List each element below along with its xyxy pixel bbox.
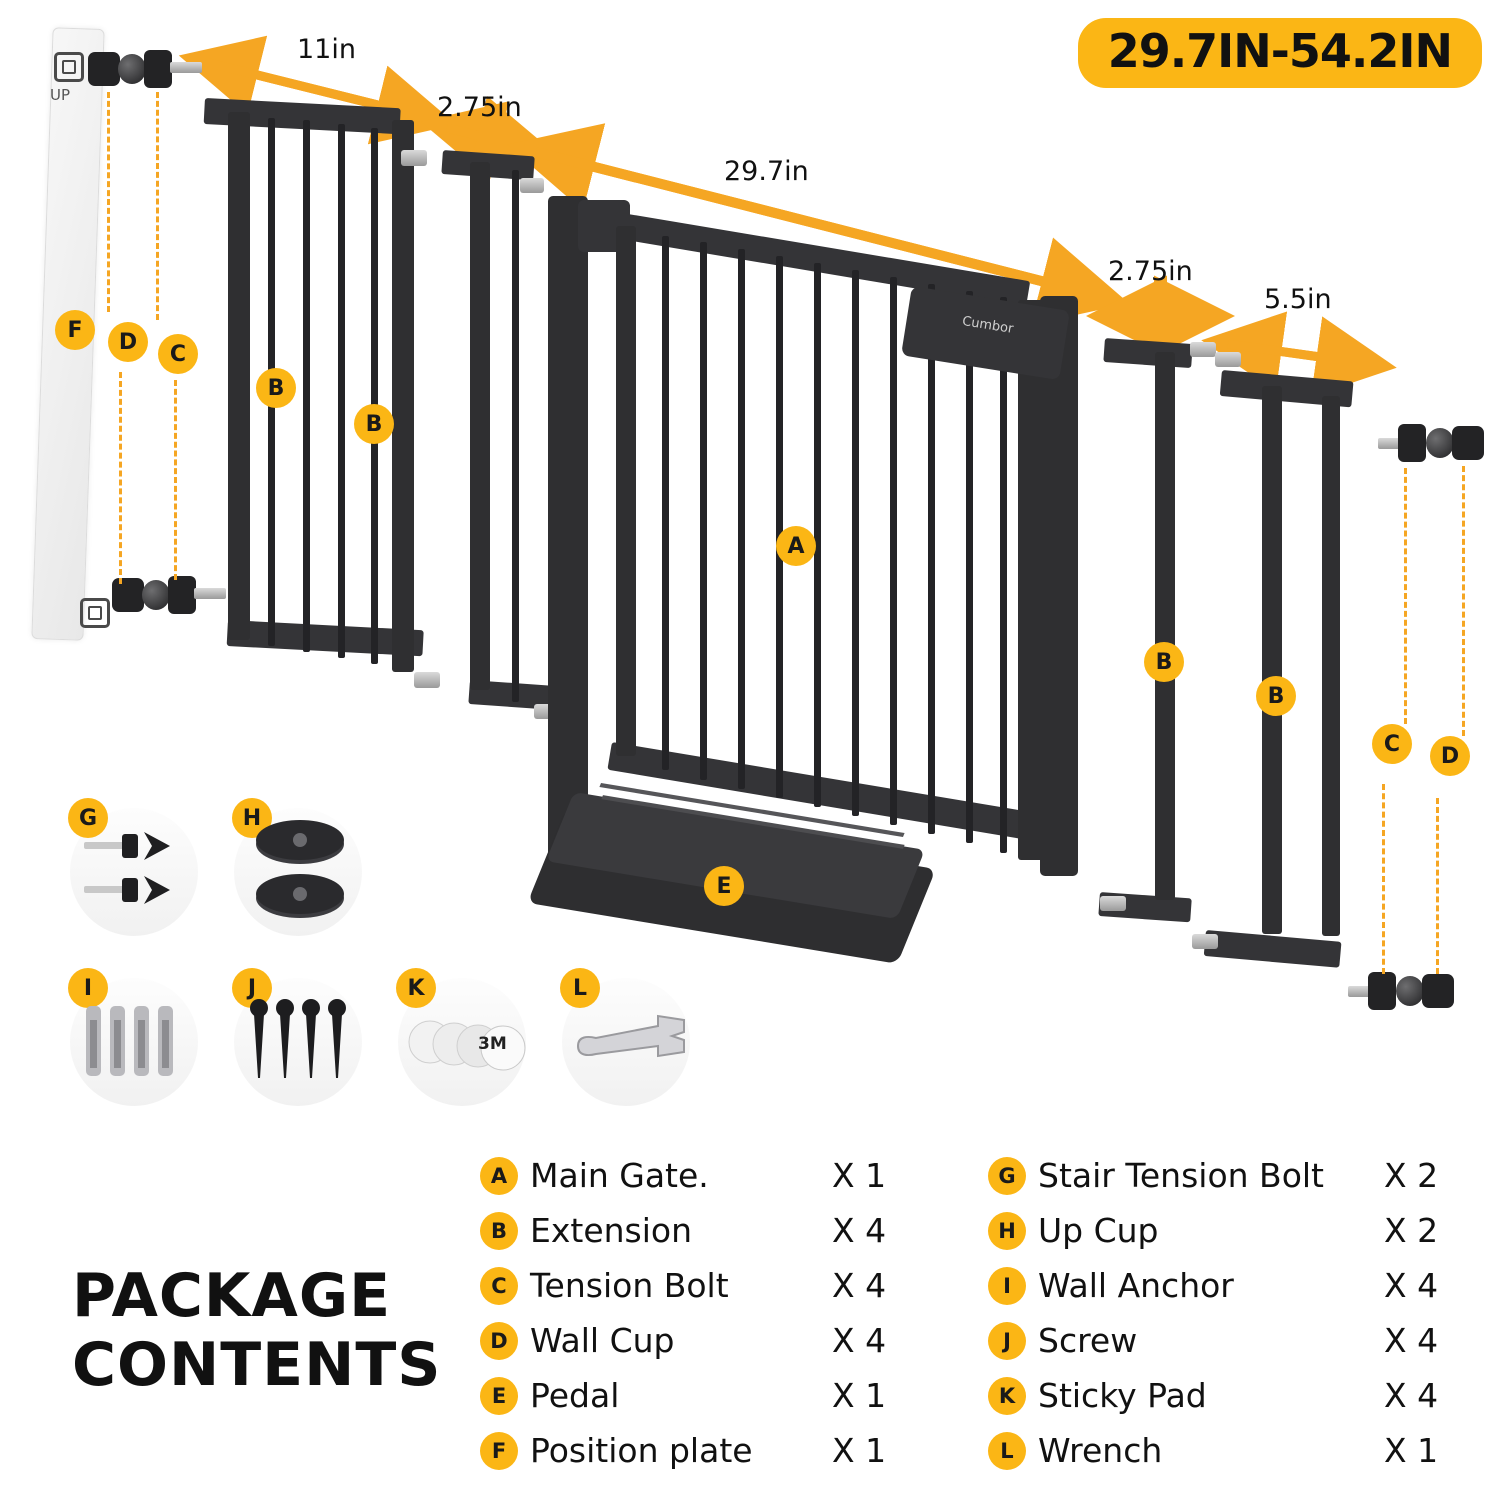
dimension-label-297in: 29.7in [724,156,809,187]
extension-wide-right-pin-top [1215,352,1241,367]
tension-bolt-knob-bottom-right [1368,972,1396,1010]
legend-letter-j: J [988,1322,1026,1360]
extension-narrow-right-post [1155,352,1175,900]
up-cup-icon [248,818,358,930]
legend-qty-b: X 4 [832,1211,887,1250]
extension-narrow-right-pin-bottom [1100,896,1126,911]
tension-bolt-knob-top-left [144,50,172,88]
extension-left-pin-top [401,150,427,166]
sticky-pad-brand: 3M [478,1034,507,1054]
legend-qty-a: X 1 [832,1156,887,1195]
leader-d-left-top [107,92,110,312]
legend-name-a: Main Gate. [530,1156,709,1195]
callout-d-right: D [1430,736,1470,776]
tension-bolt-knob-top-right [1398,424,1426,462]
callout-b-1: B [256,368,296,408]
leader-c-right-bottom [1382,784,1385,974]
legend-letter-h: H [988,1212,1026,1250]
tension-bolt-shaft-top-left [170,62,202,73]
brand-label: Cumbor [961,314,1015,337]
legend-name-i: Wall Anchor [1038,1266,1234,1305]
tension-washer-top-left [118,54,146,84]
legend-name-e: Pedal [530,1376,620,1415]
callout-e: E [704,866,744,906]
legend-column-right [988,1148,1488,1478]
legend-row-c [480,1258,910,1313]
legend-qty-h: X 2 [1384,1211,1439,1250]
bubble-letter-l: L [560,968,600,1008]
plate-icon-top [54,52,84,82]
legend-row-l [988,1423,1488,1478]
extension-narrow-left-slat [512,170,519,702]
main-gate-stile-left [616,226,636,756]
callout-b-4: B [1256,676,1296,716]
extension-left-slat-3 [338,124,345,658]
legend-row-e [480,1368,910,1423]
pedal [566,790,956,918]
callout-c-right: C [1372,724,1412,764]
extension-left-slat-4 [371,128,378,664]
tension-bolt-knob-bottom-left [168,576,196,614]
package-title-line1: PACKAGE [72,1261,392,1331]
legend-letter-i: I [988,1267,1026,1305]
leader-c-left-top [156,92,159,320]
legend-row-b [480,1203,910,1258]
gate-slat-7 [890,277,897,825]
leader-d-left-bottom [119,372,122,584]
legend-letter-b: B [480,1212,518,1250]
gate-slat-4 [776,256,783,798]
legend-qty-g: X 2 [1384,1156,1439,1195]
legend-letter-c: C [480,1267,518,1305]
legend-name-h: Up Cup [1038,1211,1159,1250]
legend-qty-k: X 4 [1384,1376,1439,1415]
wall-cup-bottom-left [112,578,144,612]
gate-slat-8 [928,284,935,834]
extension-left-post-left [228,112,250,640]
callout-a: A [776,526,816,566]
wall-cup-top-right [1452,426,1484,460]
legend-name-k: Sticky Pad [1038,1376,1207,1415]
extension-narrow-right-pin-top [1190,342,1216,357]
gate-slat-10 [1000,297,1007,853]
bubble-letter-i: I [68,968,108,1008]
extension-left-pin-bottom [414,672,440,688]
plate-up-label: UP [50,86,71,104]
legend-qty-i: X 4 [1384,1266,1439,1305]
legend-name-f: Position plate [530,1431,753,1470]
gate-slat-1 [662,236,669,770]
extension-narrow-left-post [470,162,490,690]
dimension-label-275in-right: 2.75in [1108,256,1193,287]
gate-slat-5 [814,263,821,807]
wall-anchor-icon [82,1000,192,1090]
package-title [72,1262,442,1400]
screw-icon [248,998,358,1092]
size-range-badge: 29.7IN-54.2IN [1078,18,1482,88]
legend-row-d [480,1313,910,1368]
gate-slat-3 [738,249,745,789]
extension-wide-right-post-left [1262,386,1282,934]
legend-letter-d: D [480,1322,518,1360]
legend-row-g [988,1148,1488,1203]
dimension-label-11in: 11in [297,34,356,65]
legend-name-j: Screw [1038,1321,1138,1360]
bubble-letter-g: G [68,798,108,838]
bubble-letter-k: K [396,968,436,1008]
extension-left-slat-2 [303,120,310,652]
gate-slat-6 [852,270,859,816]
callout-c-left: C [158,334,198,374]
legend-letter-a: A [480,1157,518,1195]
legend-name-c: Tension Bolt [530,1266,729,1305]
tension-washer-bottom-right [1396,976,1424,1006]
wrench-icon [572,1006,692,1076]
leader-d-right-top [1462,466,1465,736]
tension-washer-bottom-left [142,580,170,610]
main-gate-post-right [1040,296,1078,876]
legend-name-l: Wrench [1038,1431,1163,1470]
bubble-letter-h: H [232,798,272,838]
leader-c-left-bottom [174,380,177,580]
extension-narrow-left-pin-top [520,178,544,193]
wall-cup-top-left [88,52,120,86]
stair-tension-bolt-icon [78,820,198,930]
legend-name-g: Stair Tension Bolt [1038,1156,1324,1195]
callout-d-left: D [108,322,148,362]
legend-letter-f: F [480,1432,518,1470]
legend-row-f [480,1423,910,1478]
legend-letter-k: K [988,1377,1026,1415]
legend-row-i [988,1258,1488,1313]
legend-letter-g: G [988,1157,1026,1195]
callout-f: F [55,310,95,350]
legend-letter-l: L [988,1432,1026,1470]
dimension-label-55in: 5.5in [1264,284,1332,315]
legend-qty-e: X 1 [832,1376,887,1415]
legend-column-left [480,1148,910,1478]
legend-row-j [988,1313,1488,1368]
legend-letter-e: E [480,1377,518,1415]
legend-qty-f: X 1 [832,1431,887,1470]
gate-slat-2 [700,242,707,780]
callout-b-2: B [354,404,394,444]
sticky-pad-icon [408,1004,528,1084]
legend-name-b: Extension [530,1211,693,1250]
extension-left-post-right [392,120,414,672]
legend-qty-d: X 4 [832,1321,887,1360]
legend-name-d: Wall Cup [530,1321,675,1360]
legend-qty-c: X 4 [832,1266,887,1305]
plate-icon-bottom [80,598,110,628]
wall-cup-bottom-right [1422,974,1454,1008]
extension-wide-right-post-right [1322,396,1340,936]
legend-qty-l: X 1 [1384,1431,1439,1470]
dimension-label-275in-left: 2.75in [437,92,522,123]
extension-wide-right-pin-bottom [1192,934,1218,949]
legend-row-a [480,1148,910,1203]
legend-row-k [988,1368,1488,1423]
legend-qty-j: X 4 [1384,1321,1439,1360]
callout-b-3: B [1144,642,1184,682]
package-title-line2: CONTENTS [72,1330,442,1400]
gate-slat-9 [966,291,973,843]
leader-c-right-top [1404,468,1407,724]
leader-d-right-bottom [1436,798,1439,974]
tension-washer-top-right [1426,428,1454,458]
tension-bolt-shaft-bottom-left [194,588,226,599]
legend-row-h [988,1203,1488,1258]
bubble-letter-j: J [232,968,272,1008]
